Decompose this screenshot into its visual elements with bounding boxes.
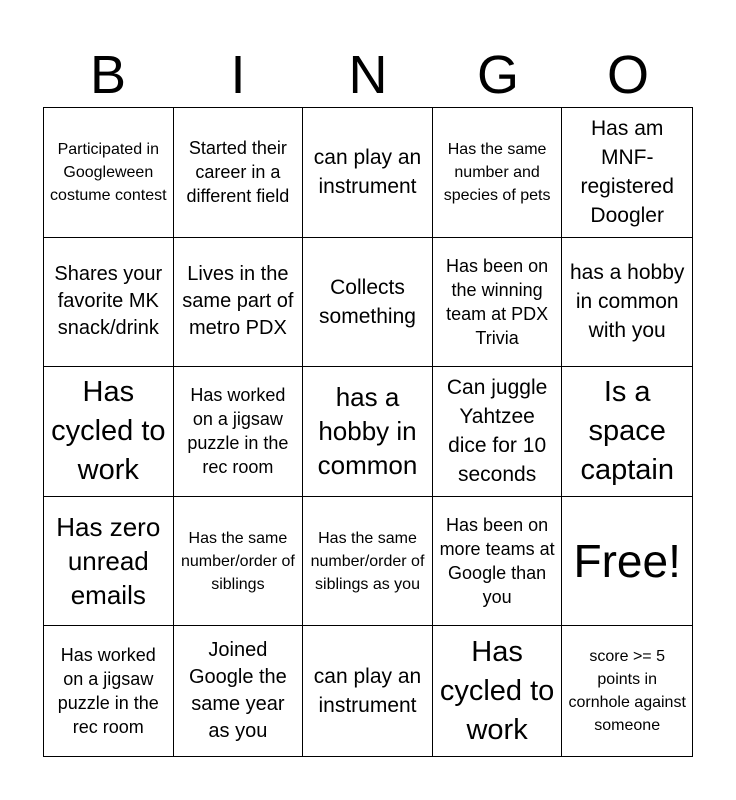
bingo-cell-r1-c1[interactable] <box>44 108 174 238</box>
bingo-board <box>43 107 693 757</box>
bingo-cell-r5-c5[interactable] <box>562 626 692 756</box>
bingo-cell-r4-c5[interactable] <box>562 497 692 627</box>
bingo-free-space: Free! <box>573 535 681 588</box>
bingo-cell-text: Has the same number/order of siblings <box>180 529 295 593</box>
bingo-cell-text: Participated in Googleween costume contest <box>50 140 167 204</box>
bingo-cell-r3-c4[interactable] <box>433 367 563 497</box>
header-letter-n: N <box>348 45 388 105</box>
bingo-cell-r1-c4[interactable] <box>433 108 563 238</box>
bingo-cell-text: Lives in the same part of metro PDX <box>182 263 294 340</box>
bingo-cell-text: can play an instrument <box>313 665 422 718</box>
bingo-cell-r5-c2[interactable] <box>174 626 304 756</box>
bingo-cell-text: Is a space captain <box>580 375 674 486</box>
bingo-cell-text: has a hobby in common with you <box>569 261 685 343</box>
bingo-cell-r5-c4[interactable] <box>433 626 563 756</box>
bingo-cell-text: Has cycled to work <box>51 375 166 486</box>
bingo-cell-r3-c2[interactable] <box>174 367 304 497</box>
header-letter-i: I <box>230 45 246 105</box>
bingo-cell-r5-c3[interactable] <box>303 626 433 756</box>
bingo-cell-text: score >= 5 points in cornhole against someone <box>568 648 686 735</box>
bingo-cell-text: Joined Google the same year as you <box>188 639 287 743</box>
bingo-cell-r2-c4[interactable] <box>433 238 563 368</box>
bingo-cell-r2-c2[interactable] <box>174 238 304 368</box>
bingo-cell-r4-c4[interactable] <box>433 497 563 627</box>
bingo-cell-text: Has the same number and species of pets <box>443 140 551 204</box>
bingo-cell-r3-c5[interactable] <box>562 367 692 497</box>
bingo-header <box>43 40 693 108</box>
bingo-cell-r4-c1[interactable] <box>44 497 174 627</box>
header-letter-b: B <box>89 45 127 105</box>
bingo-cell-r3-c1[interactable] <box>44 367 174 497</box>
bingo-cell-text: Has the same number/order of siblings as you <box>310 529 425 593</box>
bingo-cell-text: Collects something <box>319 275 416 328</box>
bingo-cell-r2-c5[interactable] <box>562 238 692 368</box>
bingo-cell-r1-c5[interactable] <box>562 108 692 238</box>
bingo-cell-r4-c2[interactable] <box>174 497 304 627</box>
bingo-cell-text: Started their career in a different field <box>186 138 290 207</box>
bingo-cell-r1-c3[interactable] <box>303 108 433 238</box>
bingo-cell-text: Shares your favorite MK snack/drink <box>54 263 163 340</box>
bingo-cell-text: Has cycled to work <box>439 635 555 746</box>
header-letter-g: G <box>476 45 519 105</box>
bingo-cell-r1-c2[interactable] <box>174 108 304 238</box>
header-letter-o: O <box>606 45 649 105</box>
bingo-cell-r4-c3[interactable] <box>303 497 433 627</box>
bingo-cell-text: has a hobby in common <box>317 382 418 481</box>
bingo-cell-r5-c1[interactable] <box>44 626 174 756</box>
bingo-cell-text: Can juggle Yahtzee dice for 10 seconds <box>446 376 548 487</box>
bingo-cell-text: Has been on more teams at Google than you <box>439 515 555 608</box>
bingo-cell-text: can play an instrument <box>313 146 422 199</box>
bingo-cell-text: Has been on the winning team at PDX Trivia <box>446 255 549 348</box>
bingo-cell-r2-c1[interactable] <box>44 238 174 368</box>
bingo-cell-text: Has zero unread emails <box>56 512 161 611</box>
bingo-cell-r2-c3[interactable] <box>303 238 433 368</box>
bingo-cell-text: Has worked on a jigsaw puzzle in the rec room <box>187 385 289 478</box>
bingo-cell-text: Has am MNF-registered Doogler <box>580 117 674 228</box>
bingo-cell-r3-c3[interactable] <box>303 367 433 497</box>
bingo-cell-text: Has worked on a jigsaw puzzle in the rec room <box>57 645 159 738</box>
